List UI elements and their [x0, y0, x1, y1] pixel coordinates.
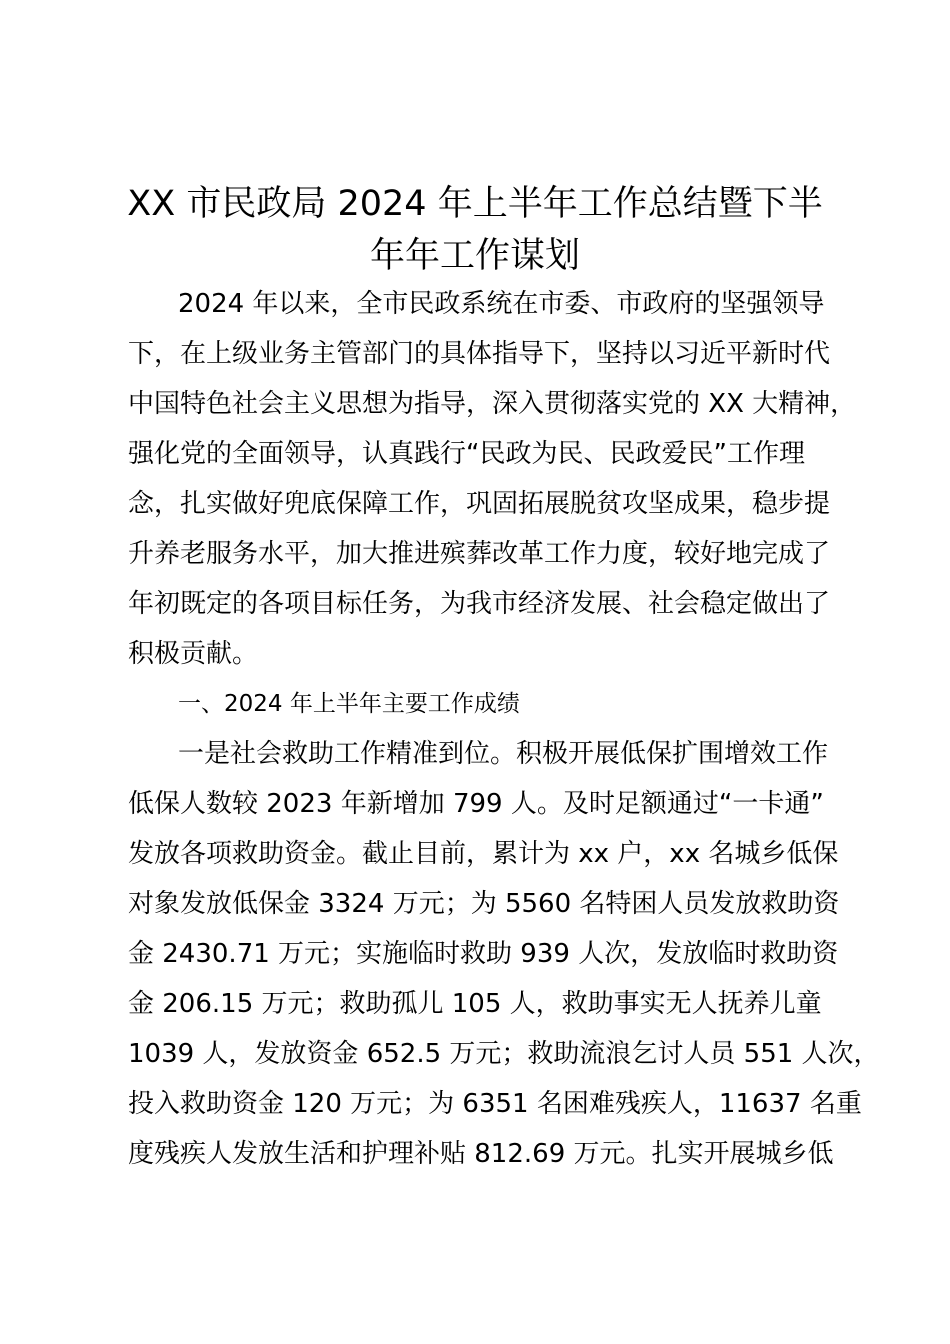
body-paragraph-line: 金 206.15 万元；救助孤儿 105 人，救助事实无人抚养儿童 [128, 989, 822, 1019]
document-title-line-2: 年年工作谋划 [369, 236, 580, 276]
body-paragraph-line: 1039 人，发放资金 652.5 万元；救助流浪乞讨人员 551 人次， [128, 1039, 880, 1069]
document-title-line-1: XX 市民政局 2024 年上半年工作总结暨下半 [127, 184, 823, 224]
body-paragraph-line: 对象发放低保金 3324 万元；为 5560 名特困人员发放救助资 [128, 889, 840, 919]
body-paragraph-line: 度残疾人发放生活和护理补贴 812.69 万元。扎实开展城乡低 [128, 1139, 834, 1169]
intro-paragraph-line: 强化党的全面领导，认真践行“民政为民、民政爱民”工作理 [128, 439, 805, 469]
intro-paragraph-line: 升养老服务水平，加大推进殡葬改革工作力度，较好地完成了 [128, 539, 831, 569]
body-paragraph-line: 投入救助资金 120 万元；为 6351 名困难残疾人，11637 名重 [128, 1089, 862, 1119]
body-paragraph-line: 金 2430.71 万元；实施临时救助 939 人次，发放临时救助资 [128, 939, 839, 969]
intro-paragraph-line: 下，在上级业务主管部门的具体指导下，坚持以习近平新时代 [128, 339, 831, 369]
body-paragraph-line: 一是社会救助工作精准到位。积极开展低保扩围增效工作 [178, 739, 829, 769]
body-paragraph-line: 低保人数较 2023 年新增加 799 人。及时足额通过“一卡通” [128, 789, 824, 819]
intro-paragraph-line: 念，扎实做好兜底保障工作，巩固拓展脱贫攻坚成果，稳步提 [128, 489, 831, 519]
intro-paragraph-line: 年初既定的各项目标任务，为我市经济发展、社会稳定做出了 [128, 589, 831, 619]
intro-paragraph-line: 2024 年以来，全市民政系统在市委、市政府的坚强领导 [178, 289, 825, 319]
section-heading: 一、2024 年上半年主要工作成绩 [178, 691, 520, 717]
body-paragraph-line: 发放各项救助资金。截止目前，累计为 xx 户，xx 名城乡低保 [128, 839, 839, 869]
intro-paragraph-line: 积极贡献。 [128, 639, 259, 669]
intro-paragraph-line: 中国特色社会主义思想为指导，深入贯彻落实党的 XX 大精神， [128, 389, 857, 419]
